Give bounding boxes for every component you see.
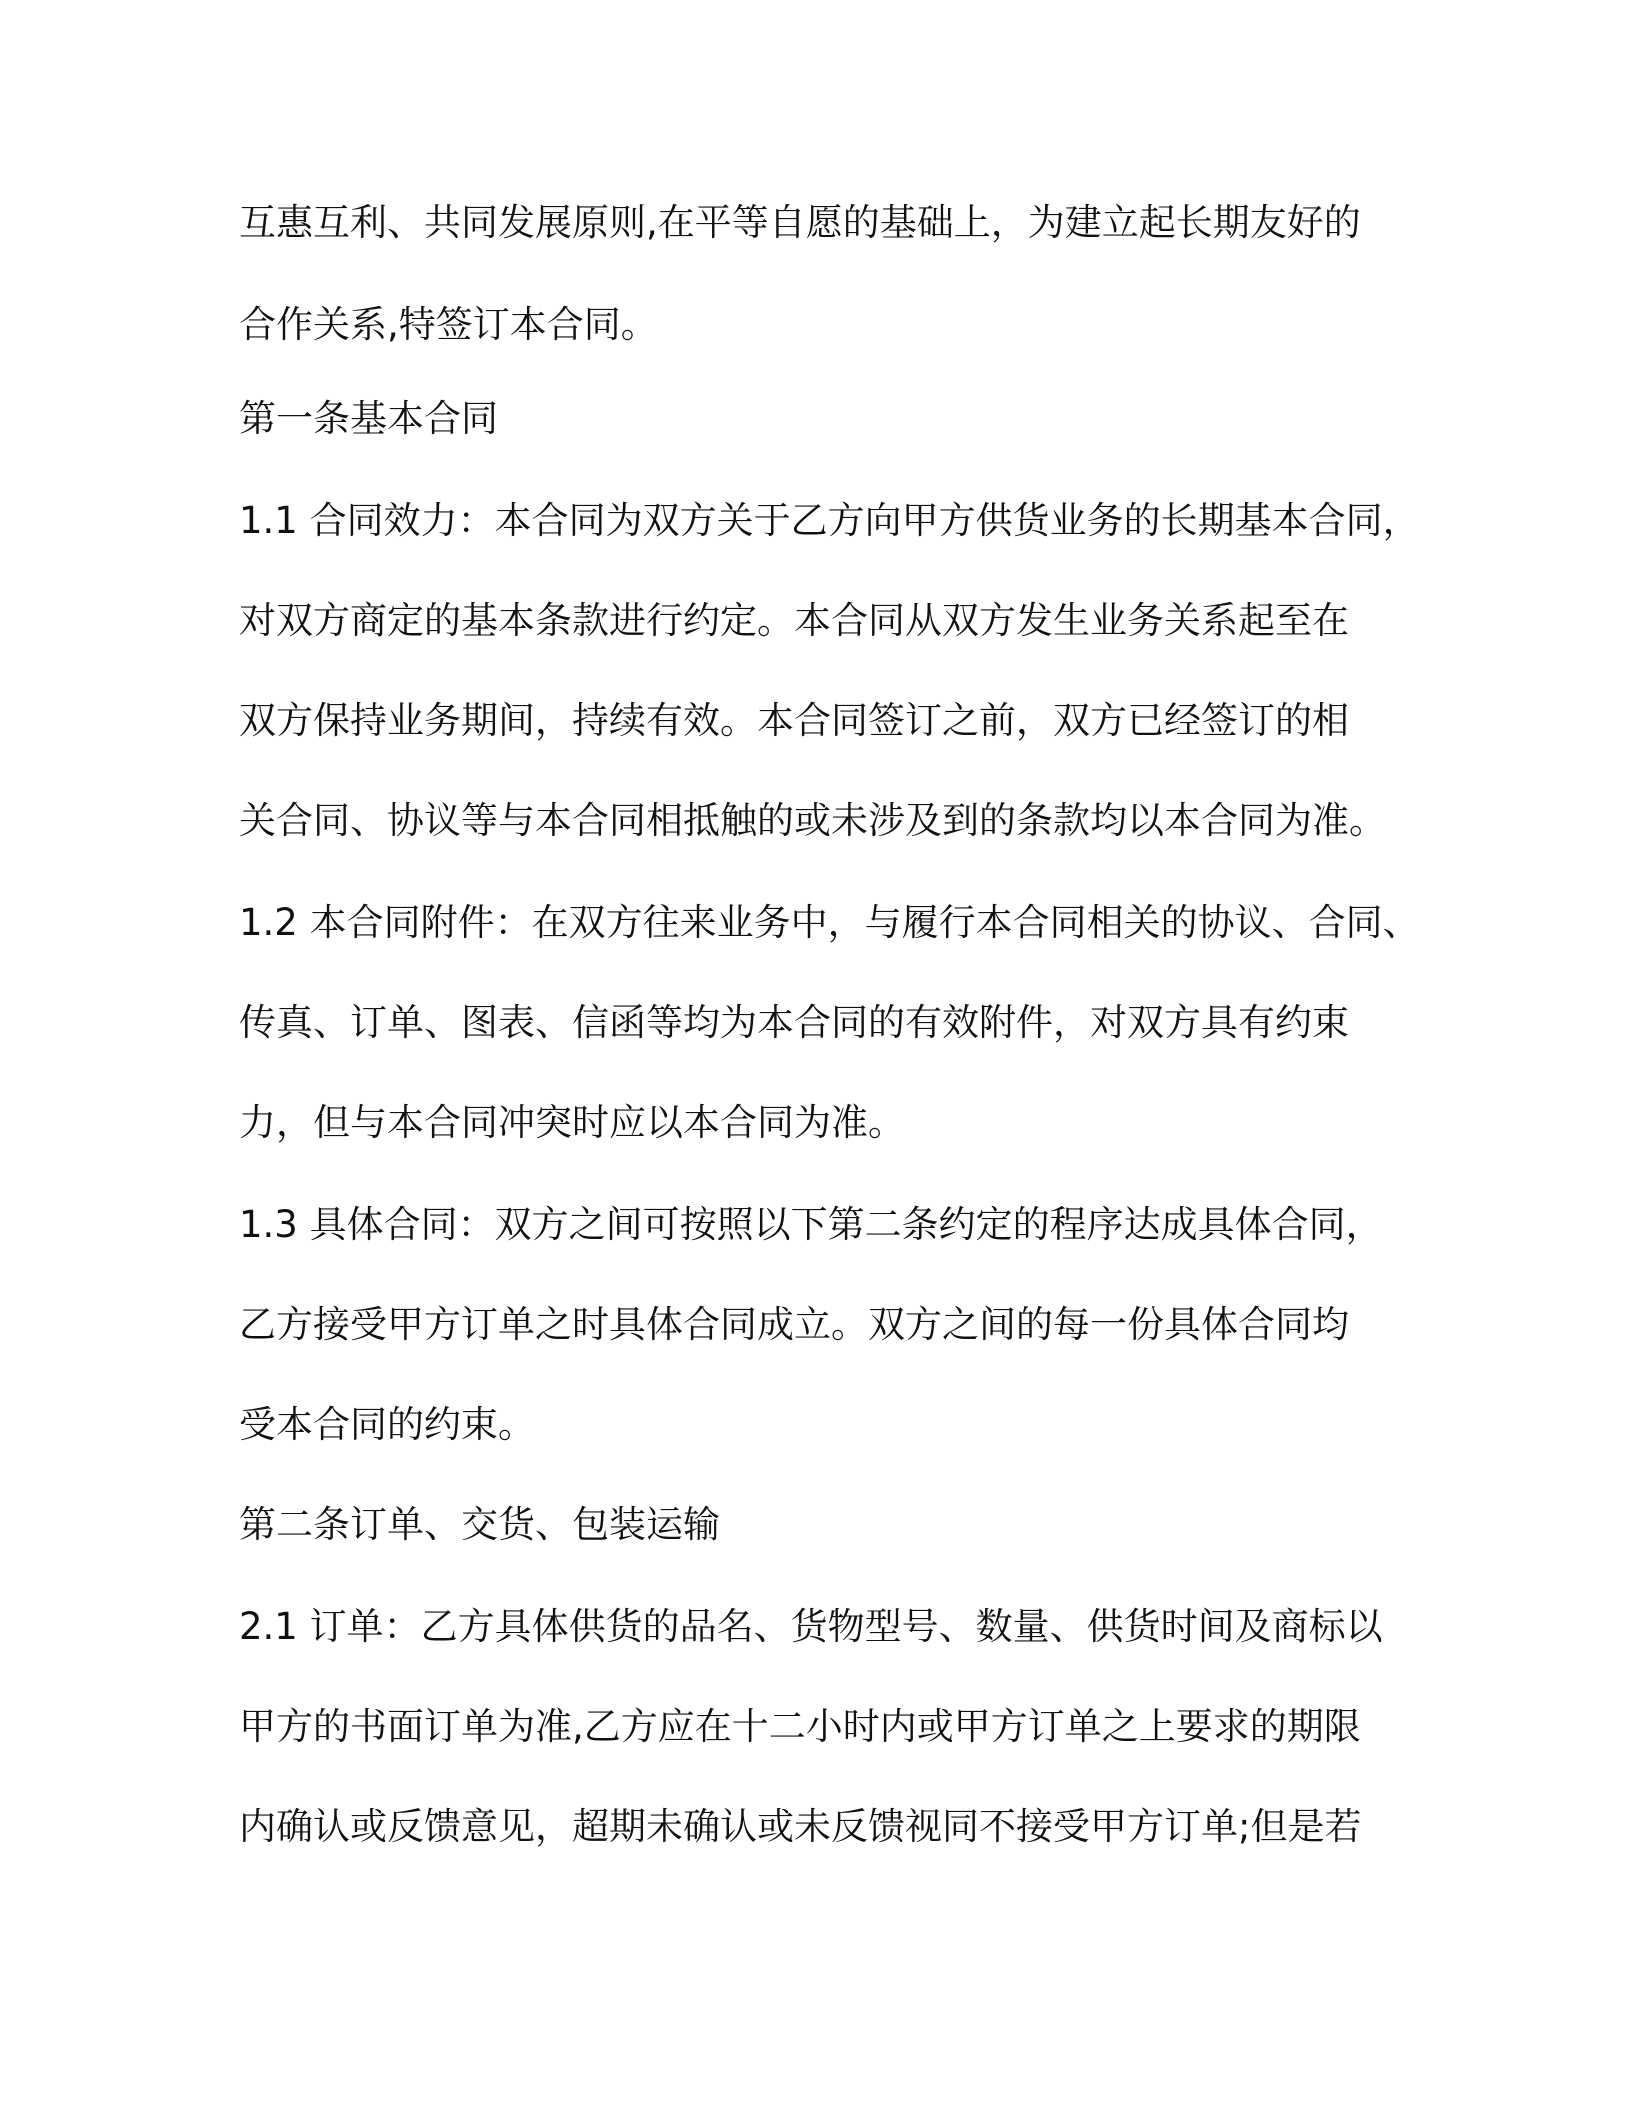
- paragraph-line: 合作关系,特签订本合同。: [239, 303, 658, 346]
- paragraph-line: 对双方商定的基本条款进行约定。本合同从双方发生业务关系起至在: [239, 599, 1349, 642]
- paragraph-line: 互惠互利、共同发展原则,在平等自愿的基础上，为建立起长期友好的: [239, 201, 1361, 244]
- paragraph-line: 1.1 合同效力：本合同为双方关于乙方向甲方供货业务的长期基本合同，: [239, 499, 1420, 542]
- paragraph-line: 内确认或反馈意见，超期未确认或未反馈视同不接受甲方订单;但是若: [239, 1805, 1362, 1848]
- section-heading: 第一条基本合同: [239, 397, 498, 440]
- paragraph-line: 2.1 订单：乙方具体供货的品名、货物型号、数量、供货时间及商标以: [239, 1605, 1383, 1648]
- paragraph-line: 1.3 具体合同：双方之间可按照以下第二条约定的程序达成具体合同，: [239, 1203, 1383, 1246]
- paragraph-line: 1.2 本合同附件：在双方往来业务中，与履行本合同相关的协议、合同、: [239, 901, 1420, 944]
- paragraph-line: 双方保持业务期间，持续有效。本合同签订之前，双方已经签订的相: [239, 699, 1349, 742]
- paragraph-line: 力，但与本合同冲突时应以本合同为准。: [239, 1101, 905, 1144]
- paragraph-line: 甲方的书面订单为准,乙方应在十二小时内或甲方订单之上要求的期限: [239, 1705, 1361, 1748]
- section-heading: 第二条订单、交货、包装运输: [239, 1503, 720, 1546]
- paragraph-line: 乙方接受甲方订单之时具体合同成立。双方之间的每一份具体合同均: [239, 1303, 1349, 1346]
- paragraph-line: 关合同、协议等与本合同相抵触的或未涉及到的条款均以本合同为准。: [239, 799, 1386, 842]
- paragraph-line: 受本合同的约束。: [239, 1403, 535, 1446]
- paragraph-line: 传真、订单、图表、信函等均为本合同的有效附件，对双方具有约束: [239, 1001, 1349, 1044]
